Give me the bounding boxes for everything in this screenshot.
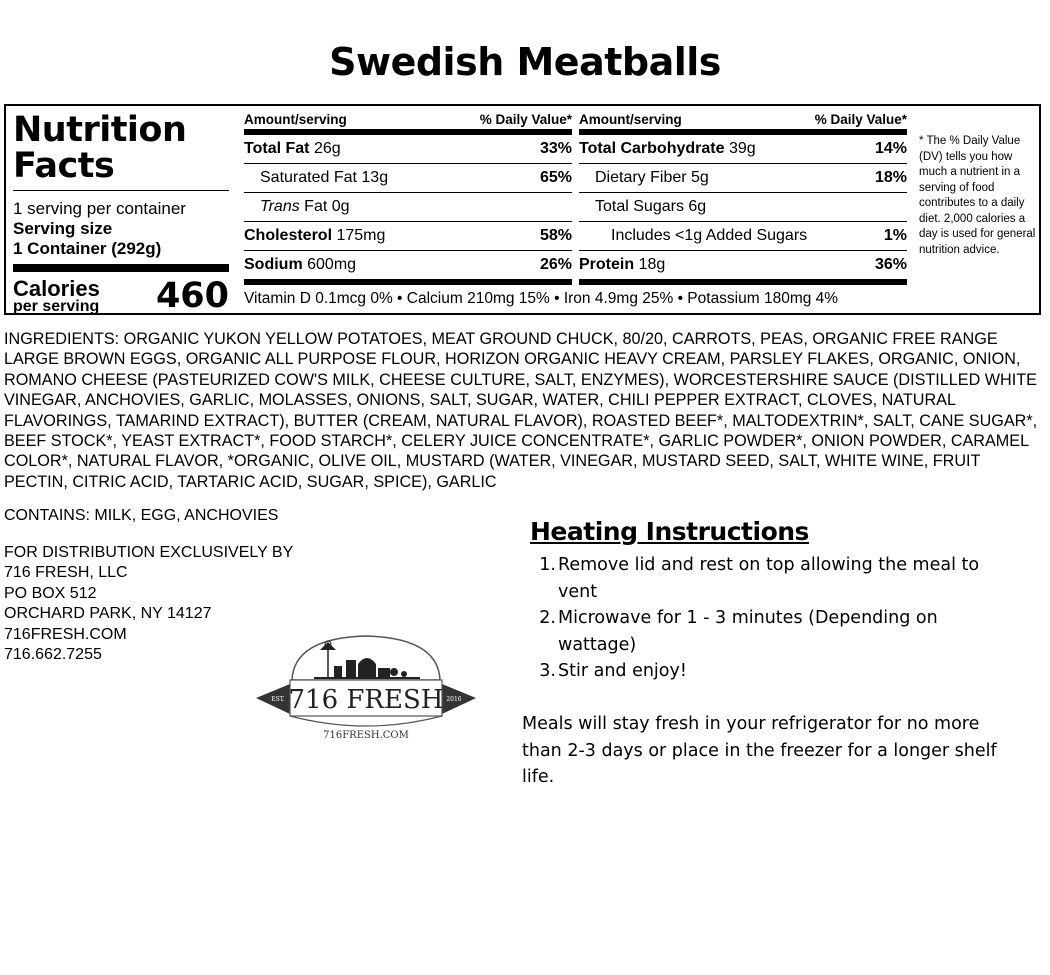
logo-url: 716FRESH.COM — [323, 730, 409, 741]
servings-per-container: 1 serving per container — [13, 199, 186, 218]
nutrient-name: Total Fat — [244, 140, 310, 157]
nutrient-pct: 14% — [874, 140, 907, 157]
step-number: 1. — [539, 555, 556, 575]
nutrient-amount: 39g — [728, 140, 756, 157]
distributor-line: FOR DISTRIBUTION EXCLUSIVELY BY — [4, 544, 294, 561]
calories-label — [13, 276, 100, 316]
heating-step — [530, 605, 990, 658]
nutrient-row — [244, 251, 572, 285]
nutrient-pct: 1% — [883, 227, 907, 244]
nutrient-row — [244, 222, 572, 251]
calories-row — [13, 276, 229, 318]
nutrient-row — [244, 164, 572, 193]
nutrient-name: Cholesterol — [244, 227, 333, 244]
daily-value-footnote: * The % Daily Value (DV) tells you how much a nutrient in a serving of food contributes to a daily diet. 2,000 calories a day is used for general nutrition advice. — [919, 135, 1036, 256]
header-dv: % Daily Value* — [479, 112, 572, 127]
nutrient-name: Dietary Fiber — [595, 169, 687, 186]
nutrient-name: Trans — [260, 198, 300, 215]
nutrient-row — [579, 251, 907, 285]
nutrient-name: Protein — [579, 256, 635, 273]
nutrient-pct: 26% — [539, 256, 572, 273]
716-fresh-logo — [254, 632, 478, 744]
nutrition-facts-panel — [4, 104, 1041, 315]
nutrient-name: Includes <1g Added Sugars — [611, 227, 808, 244]
nutrient-amount: 5g — [691, 169, 709, 186]
nutrient-amount: 18g — [638, 256, 666, 273]
serving-size-label: Serving size — [13, 219, 113, 238]
heating-steps — [530, 552, 990, 685]
nutrient-row — [244, 135, 572, 164]
distributor-line: 716 FRESH, LLC — [4, 564, 128, 582]
nutrient-amount: 175mg — [336, 227, 386, 244]
allergen-statement: CONTAINS: MILK, EGG, ANCHOVIES — [4, 507, 279, 524]
ingredients-list: INGREDIENTS: ORGANIC YUKON YELLOW POTATOES, MEAT GROUND CHUCK, 80/20, CARROTS, PEAS, ORGANIC FREE RANGE LARGE BROWN EGGS, ORGANIC ALL PURPOSE FLOUR, HORIZON ORGANIC HEAVY CREAM, PARSLEY FLAKES, ORGANIC, ONION, ROMANO CHEESE (PASTEURIZED COW'S MILK, CHEESE CULTURE, SALT, ENZYMES), WORCESTERSHIRE SAUCE (DISTILLED WHITE VINEGAR, ANCHOVIES, GARLIC, MOLASSES, ONIONS, SALT, SUGAR, WATER, CHILI PEPPER EXTRACT, CLOVES, NATURAL FLAVORINGS, TAMARIND EXTRACT), BUTTER (CREAM, NATURAL FLAVOR), ROASTED BEEF*, MALTODEXTRIN*, SALT, CANE SUGAR*, BEEF STOCK*, YEAST EXTRACT*, FOOD STARCH*, CELERY JUICE CONCENTRATE*, GARLIC POWDER*, ONION POWDER, CARAMEL COLOR*, NATURAL FLAVOR, *ORGANIC, OLIVE OIL, MUSTARD (WATER, VINEGAR, MUSTARD SEED, SALT, WHITE WINE, FRUIT PECTIN, CITRIC ACID, TARTARIC ACID, SUGAR, SPICE), GARLIC — [4, 330, 1038, 491]
nutrient-name: Total Sugars — [595, 198, 684, 215]
column-header — [244, 112, 572, 135]
nutrient-pct: 65% — [539, 169, 572, 186]
divider — [13, 190, 229, 191]
logo-year: 2016 — [446, 696, 462, 703]
distributor-line: 716FRESH.COM — [4, 625, 127, 643]
distributor-line: ORCHARD PARK, NY 14127 — [4, 605, 212, 623]
calories-value: 460 — [155, 276, 229, 316]
logo-name: 716 FRESH — [288, 685, 444, 715]
nutrient-pct: 58% — [539, 227, 572, 244]
nutrient-amount: 600mg — [307, 256, 357, 273]
nutrient-pct: 18% — [874, 169, 907, 186]
nutrient-row — [579, 164, 907, 193]
serving-size-value: 1 Container (292g) — [13, 239, 162, 258]
header-dv: % Daily Value* — [814, 112, 907, 127]
nutrient-amount: 26g — [313, 140, 341, 157]
nutrition-heading — [13, 112, 229, 184]
nutrient-name: Saturated Fat — [260, 169, 357, 186]
heating-instructions-title: Heating Instructions — [530, 517, 809, 546]
header-amount: Amount/serving — [579, 112, 682, 127]
nutrient-row — [579, 135, 907, 164]
nutrient-pct: 36% — [874, 256, 907, 273]
nutrient-amount: 13g — [361, 169, 389, 186]
nutrition-summary — [13, 112, 229, 318]
heading-line2: Facts — [13, 146, 115, 186]
column-header — [579, 112, 907, 135]
nutrient-pct: 33% — [539, 140, 572, 157]
nutrient-row — [579, 222, 907, 251]
heading-line1: Nutrition — [13, 110, 187, 150]
nutrient-amount: Fat 0g — [304, 198, 350, 215]
nutrient-name: Total Carbohydrate — [579, 140, 725, 157]
distributor-info — [4, 543, 293, 665]
distributor-line: PO BOX 512 — [4, 584, 97, 602]
step-text: Microwave for 1 - 3 minutes (Depending on wattage) — [558, 608, 938, 655]
calories-label-text: Calories — [13, 276, 100, 301]
nutrient-row — [244, 193, 572, 222]
step-text: Stir and enjoy! — [558, 661, 687, 681]
storage-note: Meals will stay fresh in your refrigerator for no more than 2-3 days or place in the freezer for a longer shelf life. — [522, 714, 997, 787]
heating-step — [530, 658, 990, 685]
distributor-line: 716.662.7255 — [4, 646, 102, 664]
nutrient-row — [579, 193, 907, 222]
nutrients-right-column — [579, 112, 907, 285]
step-number: 3. — [539, 661, 556, 681]
nutrient-name: Sodium — [244, 256, 303, 273]
nutrient-amount: 6g — [688, 198, 707, 215]
logo-est: EST. — [271, 696, 285, 703]
vitamins-line: Vitamin D 0.1mcg 0% • Calcium 210mg 15% • Iron 4.9mg 25% • Potassium 180mg 4% — [244, 290, 839, 307]
heating-step — [530, 552, 990, 605]
header-amount: Amount/serving — [244, 112, 347, 127]
calories-sub: per serving — [13, 298, 100, 315]
divider-thick — [13, 264, 229, 272]
nutrients-left-column — [244, 112, 572, 285]
step-text: Remove lid and rest on top allowing the meal to vent — [558, 555, 980, 602]
product-title: Swedish Meatballs — [329, 40, 721, 84]
step-number: 2. — [539, 608, 556, 628]
